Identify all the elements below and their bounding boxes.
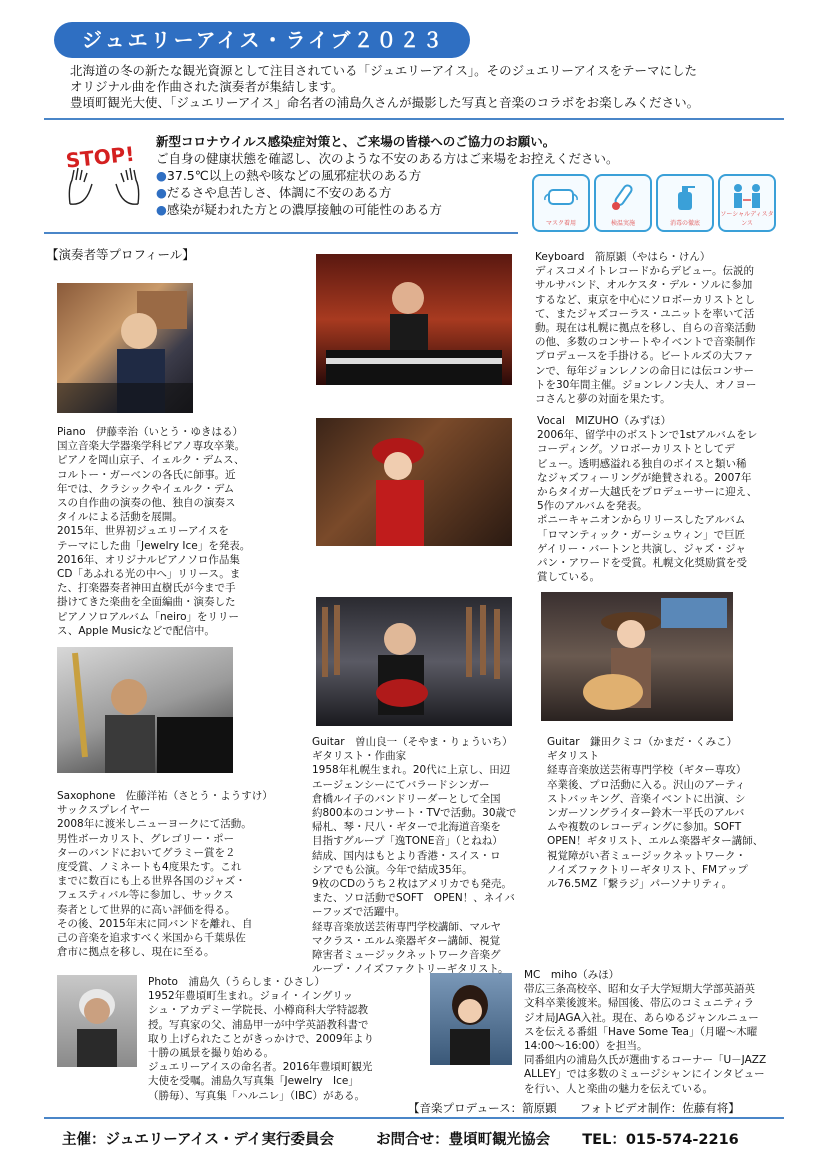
- profile-line: ギタリスト・作曲家: [312, 750, 407, 763]
- profile-line: ピアノを岡山京子、イェルク・デムス、: [57, 454, 245, 467]
- intro-line: 北海道の冬の新たな観光資源として注目されている「ジュエリーアイス」。そのジュエリーアイスをテーマにした: [70, 63, 698, 78]
- icon-caption: ソーシャルディスタンス: [720, 211, 774, 227]
- profile-line: 約800本のコンサート・TVで活動。30歳で: [312, 807, 517, 820]
- profile-line: 国立音楽大学器楽学科ピアノ専攻卒業。: [57, 440, 246, 453]
- photo-soyama: [316, 597, 512, 726]
- profile-line: ループ・ノイズファクトリーギタリスト。: [312, 963, 509, 976]
- profile-line: ス、Apple Musicなどで配信中。: [57, 624, 215, 637]
- profile-line: を行い、人と楽曲の魅力を伝えている。: [524, 1082, 713, 1095]
- profile-line: 障害者ミュージックネットワーク音楽グ: [312, 949, 501, 962]
- profile-line: コさんと夢の対面を果たす。: [535, 393, 671, 406]
- profile-ito: [57, 425, 267, 638]
- profile-line: 授。写真家の父、浦島甲一が中学英語教科書で: [148, 1018, 369, 1031]
- profile-line: 経専音楽放送芸術専門学校（ギター専攻）: [547, 764, 747, 777]
- profile-line: ポニーキャニオンからリリースしたアルバム: [537, 514, 746, 527]
- profile-line: するなど、東京を中心にソロボーカリストとし: [535, 293, 756, 306]
- profile-line: シュ・アカデミー学院長、小樽商科大学特認教: [148, 1004, 369, 1017]
- tel-text: TEL：015-574-2216: [582, 1132, 739, 1148]
- social-distance-icon: [718, 174, 776, 232]
- bullet-text: だるさや息苦しさ、体調に不安のある方: [166, 185, 392, 200]
- stop-text: STOP!: [64, 141, 136, 173]
- profile-line: 2016年、オリジナルピアノソロ作品集: [57, 553, 240, 566]
- covid-bullet: ●37.5℃以上の熱や咳などの風邪症状のある方: [156, 168, 422, 183]
- profile-name: Guitar 鎌田クミコ（かまだ・くみこ）: [547, 736, 738, 748]
- profile-line: フェスティバル等に参加し、サックス: [57, 889, 234, 902]
- profile-line: OPEN！ギタリスト、エルム楽器ギター講師、: [547, 835, 764, 848]
- profile-line: 目指すグループ「逸TONE音」（とねね）: [312, 835, 503, 848]
- profile-yahara: [535, 250, 785, 406]
- production-credits: 【音楽プロデュース：箭原顕 フォトビデオ制作：佐藤有将】: [408, 1101, 740, 1115]
- profile-line: の他、多数のコンサートやイベントで音楽制作: [535, 336, 756, 349]
- profile-line: ストバッキング、音楽イベントに出演、シ: [547, 792, 746, 805]
- profile-name: Saxophone 佐藤洋祐（さとう・ようすけ）: [57, 790, 273, 802]
- profile-line: ンガーソングライター鈴木一平氏のアルバ: [547, 807, 745, 820]
- profile-name: Piano 伊藤幸治（いとう・ゆきはる）: [57, 426, 244, 438]
- photo-yahara: [316, 254, 512, 385]
- profile-name: MC miho（みほ）: [524, 969, 620, 981]
- profile-line: 十勝の風景を撮り始める。: [148, 1047, 274, 1060]
- profile-line: ギタリスト: [547, 750, 600, 763]
- profile-sato: [57, 789, 287, 959]
- photo-urashima: [57, 975, 137, 1067]
- photo-kamada: [541, 592, 733, 721]
- profile-line: 「ロマンティック・ガーシュウィン」で巨匠: [537, 528, 746, 541]
- covid-bullet: ●感染が疑われた方との濃厚接触の可能性のある方: [156, 202, 442, 217]
- profile-line: 度受賞、ノミネートも4度果たす。これ: [57, 861, 242, 874]
- profile-line: 9枚のCDのうち２枚はアメリカでも発売。: [312, 878, 512, 891]
- profile-line: エージェンシーにてバラードシンガー: [312, 778, 490, 791]
- profile-line: 卒業後、プロ活動に入る。沢山のアーティ: [547, 778, 746, 791]
- profile-line: ALLEY」では多数のミュージシャンにインタビュー: [524, 1068, 765, 1081]
- page-title: ジュエリーアイス・ライブ２０２３: [54, 22, 470, 58]
- safety-icons: [532, 174, 782, 234]
- profile-line: ゲイリー・バートンと共演し、ジャズ・ジャ: [537, 542, 746, 555]
- profile-line: 2006年、留学中のボストンで1stアルバムをレ: [537, 429, 758, 442]
- bullet-text: 感染が疑われた方との濃厚接触の可能性のある方: [166, 202, 442, 217]
- profile-urashima: [148, 975, 388, 1103]
- profile-line: までに数百にも上る世界各国のジャズ・: [57, 875, 246, 888]
- profile-line: シアでも公演。今年で結成35年。: [312, 863, 473, 876]
- profile-name: Keyboard 箭原顕（やはら・けん）: [535, 251, 711, 263]
- profile-line: て、またジャズコーラス・ユニットを率いて活: [535, 307, 755, 320]
- covid-heading: 新型コロナウイルス感染症対策と、ご来場の皆様へのご協力のお願い。: [156, 134, 556, 149]
- contact-text: お問合せ：豊頃町観光協会: [376, 1132, 551, 1148]
- profile-line: その後、2015年末に同バンドを離れ、自: [57, 917, 253, 930]
- profile-line: マクラス・エルム楽器ギター講師、視覚: [312, 934, 501, 947]
- profile-line: コルトー・ガーベンの各氏に師事。近: [57, 468, 236, 481]
- profile-line: ビュー。透明感溢れる独自のボイスと類い稀: [537, 457, 747, 470]
- photo-miho: [430, 973, 512, 1065]
- stop-hands-icon: [62, 140, 146, 210]
- profile-line: 文科卒業後渡米。帰国後、帯広のコミュニティラ: [524, 997, 754, 1010]
- profile-line: 奏者として世界的に高い評価を得る。: [57, 903, 236, 916]
- profile-line: た、打楽器奏者神田直樹氏が今まで手: [57, 582, 236, 595]
- profile-line: 倉市に拠点を移し、現在に至る。: [57, 946, 215, 959]
- profile-name: Vocal MIZUHO（みずほ）: [537, 415, 672, 427]
- profile-line: 年では、クラシックやイェルク・デム: [57, 482, 235, 495]
- intro-line: 豊頃町観光大使、「ジュエリーアイス」命名者の浦島久さんが撮影した写真と音楽のコラボをお楽しみください。: [70, 95, 700, 110]
- profile-line: 1952年豊頃町生まれ。ジョイ・イングリッ: [148, 990, 354, 1003]
- profile-line: 2008年に渡米しニューヨークにて活動。: [57, 818, 252, 831]
- profile-line: 2015年、世界初ジュエリーアイスを: [57, 525, 229, 538]
- profile-line: （勝毎）、写真集「ハルニレ」（IBC）がある。: [148, 1089, 365, 1102]
- profile-line: パン・アワードを受賞。札幌文化奨励賞を受: [537, 557, 747, 570]
- profile-mizuho: [537, 414, 787, 584]
- profile-line: ムや複数のレコーディングに参加。SOFT: [547, 821, 742, 834]
- bullet-text: 37.5℃以上の熱や咳などの風邪症状のある方: [166, 168, 422, 183]
- profile-line: なジャズフィーリングが絶賛される。2007年: [537, 471, 752, 484]
- intro-text: [70, 63, 800, 111]
- profile-line: 経専音楽放送芸術専門学校講師、マルヤ: [312, 920, 501, 933]
- covid-bullet: ●だるさや息苦しさ、体調に不安のある方: [156, 185, 392, 200]
- profile-line: 結成、国内はもとより香港・スイス・ロ: [312, 849, 501, 862]
- profile-line: 同番組内の浦島久氏が選曲するコーナー「U－JAZZ: [524, 1054, 767, 1067]
- profile-line: ノイズファクトリーギタリスト、FMアップ: [547, 863, 748, 876]
- profile-line: サックスプレイヤー: [57, 804, 151, 817]
- profile-line: ル76.5MZ「繋ラジ」パーソナリティ。: [547, 878, 733, 891]
- profile-line: プロデュースを手掛ける。ビートルズの大ファ: [535, 350, 754, 363]
- profile-line: サルサバンド、オルケスタ・デル・ソルに参加: [535, 279, 753, 292]
- profile-line: 己の音楽を追求すべく米国から千葉県佐: [57, 932, 246, 945]
- profile-name: Guitar 曽山良一（そやま・りょういち）: [312, 736, 513, 748]
- profile-line: ーフッズで活躍中。: [312, 906, 406, 919]
- profile-line: 賞している。: [537, 571, 600, 584]
- profile-line: また、ソロ活動でSOFT OPEN！、ネイバ: [312, 892, 515, 905]
- profile-line: コーディング。ソロボーカリストとしてデ: [537, 443, 735, 456]
- icon-caption: 消毒の徹底: [669, 220, 700, 227]
- mask-icon: [532, 174, 590, 232]
- footer: [62, 1128, 802, 1149]
- organizer-text: 主催：ジュエリーアイス・デイ実行委員会: [62, 1132, 335, 1148]
- profile-line: ピアノソロアルバム「neiro」をリリー: [57, 610, 240, 623]
- profile-soyama: [312, 735, 537, 976]
- profile-line: からタイガー大越氏をプロデューサーに迎え、: [537, 486, 758, 499]
- profile-line: ディスコメイトレコードからデビュー。伝説的: [535, 265, 755, 278]
- profile-line: スを伝える番組「Have Some Tea」（月曜～木曜: [524, 1025, 758, 1038]
- profile-line: 14:00～16:00）を担当。: [524, 1040, 648, 1053]
- profile-line: 帯広三条高校卒、昭和女子大学短期大学部英語英: [524, 983, 755, 996]
- covid-divider: [44, 232, 518, 234]
- section-label: 【演奏者等プロフィール】: [46, 247, 195, 262]
- profile-line: タイルによる活動を展開。: [57, 511, 183, 524]
- profile-line: 1958年札幌生まれ。20代に上京し、田辺: [312, 764, 511, 777]
- profile-line: ジオ局JAGA入社。現在、あらゆるジャンルニュー: [524, 1011, 759, 1024]
- profile-line: スの自作曲の演奏の他、独自の演奏ス: [57, 497, 236, 510]
- profile-line: ターのバンドにおいてグラミー賞を２: [57, 846, 236, 859]
- icon-caption: 検温実施: [610, 220, 635, 227]
- icon-caption: マスク着用: [545, 220, 576, 227]
- profile-line: 帰札、琴・尺八・ギターで北海道音楽を: [312, 821, 501, 834]
- photo-sato: [57, 647, 233, 773]
- intro-line: オリジナル曲を作曲された演奏者が集結します。: [70, 79, 344, 94]
- profile-line: 視覚障がい者ミュージックネットワーク・: [547, 849, 746, 862]
- profile-line: 大使を受嘱。浦島久写真集「Jewelry Ice」: [148, 1075, 359, 1088]
- covid-subheading: ご自身の健康状態を確認し、次のような不安のある方はご来場をお控えください。: [156, 151, 619, 166]
- profile-line: 5作のアルバムを発表。: [537, 500, 648, 513]
- profile-line: ジュエリーアイスの命名者。2016年豊頃町観光: [148, 1061, 373, 1074]
- thermometer-icon: [594, 174, 652, 232]
- profile-line: ンで、毎年ジョンレノンの命日には伝コンサー: [535, 364, 754, 377]
- profile-line: 動。現在は札幌に拠点を移し、自らの音楽活動: [535, 322, 756, 335]
- sanitizer-icon: [656, 174, 714, 232]
- photo-mizuho: [316, 418, 512, 546]
- footer-divider: [44, 1117, 784, 1119]
- profile-line: 倉橋ルイ子のバンドリーダーとして全国: [312, 792, 501, 805]
- profile-name: Photo 浦島久（うらしま・ひさし）: [148, 976, 325, 988]
- profile-line: テーマにした曲「Jewelry Ice」を発表。: [57, 539, 251, 552]
- profile-kamada: [547, 735, 787, 891]
- profile-line: トを30年間主催。ジョンレノン夫人、オノヨー: [535, 378, 757, 391]
- profile-line: CD「あふれる光の中へ」リリース。ま: [57, 568, 241, 581]
- header-divider: [44, 118, 784, 120]
- profile-line: 男性ボーカリスト、グレゴリー・ポー: [57, 832, 235, 845]
- profile-line: 取り上げられたことがきっかけで、2009年より: [148, 1032, 375, 1045]
- profile-miho: [524, 968, 786, 1096]
- photo-ito: [57, 283, 193, 413]
- profile-line: 掛けてきた楽曲を全面編曲・演奏した: [57, 596, 236, 609]
